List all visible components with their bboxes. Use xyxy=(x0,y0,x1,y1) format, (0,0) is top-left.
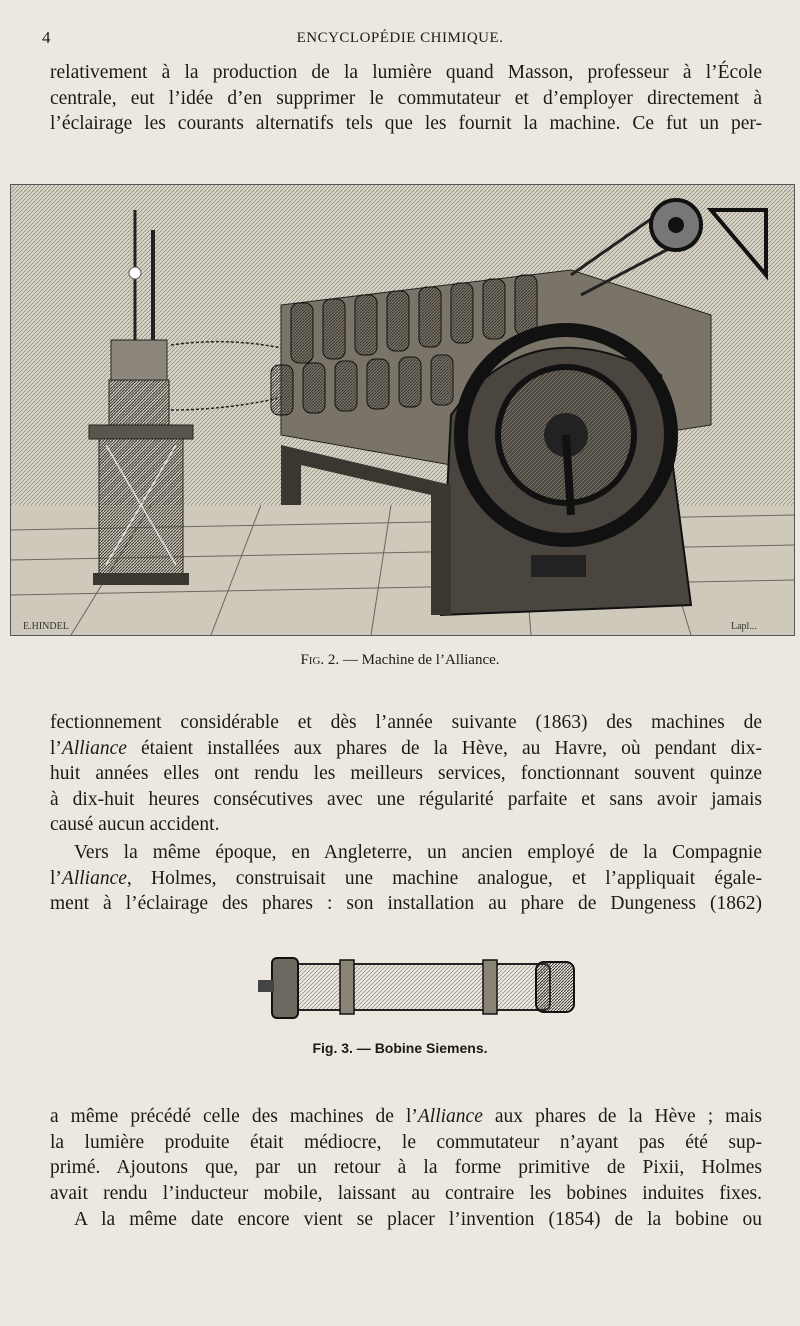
text-line: huit années elles ont rendu les meilleurs services, fonctionnant souvent quinze xyxy=(50,763,762,785)
text-line: primé. Ajoutons que, par un retour à la forme primitive de Pixii, Holmes xyxy=(50,1157,762,1179)
text-line: causé aucun accident. xyxy=(50,814,220,836)
paragraph-2 xyxy=(50,710,762,838)
text-line: ment à l’éclairage des phares : son installation au phare de Dungeness (1862) xyxy=(50,893,762,915)
paragraph-4 xyxy=(50,1104,762,1206)
text-line: la lumière produite était médiocre, le commutateur n’ayant pas été sup- xyxy=(50,1131,762,1153)
paragraph-3 xyxy=(50,840,762,917)
paragraph-1 xyxy=(50,60,762,137)
text-line: Vers la même époque, en Angleterre, un ancien employé de la Compagnie xyxy=(74,842,762,863)
figure-2-caption xyxy=(0,652,800,669)
text-line: relativement à la production de la lumière quand Masson, professeur à l’École xyxy=(50,62,762,83)
figure-siemens-bobbin xyxy=(258,950,578,1028)
engraver-signature-right: Lapl... xyxy=(731,621,757,632)
italic-term: Alliance xyxy=(61,737,127,759)
running-head xyxy=(42,28,758,52)
text-line: a même précédé celle des machines de l’Alliance aux phares de la Hève ; mais xyxy=(50,1106,762,1127)
figure-3-caption: Fig. 3. — Bobine Siemens. xyxy=(312,1040,488,1056)
page-number: 4 xyxy=(42,28,51,47)
text-line: fectionnement considérable et dès l’année suivante (1863) des machines de xyxy=(50,712,762,733)
italic-term: Alliance xyxy=(417,1106,483,1127)
text-line: l’Alliance, Holmes, construisait une machine analogue, et l’appliquait égale- xyxy=(50,867,762,889)
text-line: l’Alliance étaient installées aux phares de la Hève, au Havre, où pendant dix- xyxy=(50,737,762,759)
text-line: A la même date encore vient se placer l’invention (1854) de la bobine ou xyxy=(74,1209,762,1230)
running-title: ENCYCLOPÉDIE CHIMIQUE. xyxy=(296,30,504,46)
text-line: centrale, eut l’idée d’en supprimer le commutateur et d’employer directement à xyxy=(50,87,762,109)
paragraph-5 xyxy=(50,1207,762,1233)
figure-2-title: — Machine de l’Alliance. xyxy=(339,652,500,668)
text-line: avait rendu l’inducteur mobile, laissant au contraire les bobines induites fixes. xyxy=(50,1182,762,1204)
figure-2-label: Fig. 2. xyxy=(300,652,340,668)
siemens-bobbin-engraving xyxy=(258,950,578,1028)
figure-alliance-machine xyxy=(10,184,795,636)
text-line: l’éclairage les courants alternatifs tels que les fournit la machine. Ce fut un per- xyxy=(50,113,762,135)
alliance-machine-engraving xyxy=(11,185,794,635)
text-line: à dix-huit heures consécutives avec une régularité parfaite et sans avoir jamais xyxy=(50,788,762,810)
italic-term: Alliance xyxy=(61,867,127,889)
engraver-signature-left: E.HINDEL xyxy=(23,621,69,632)
